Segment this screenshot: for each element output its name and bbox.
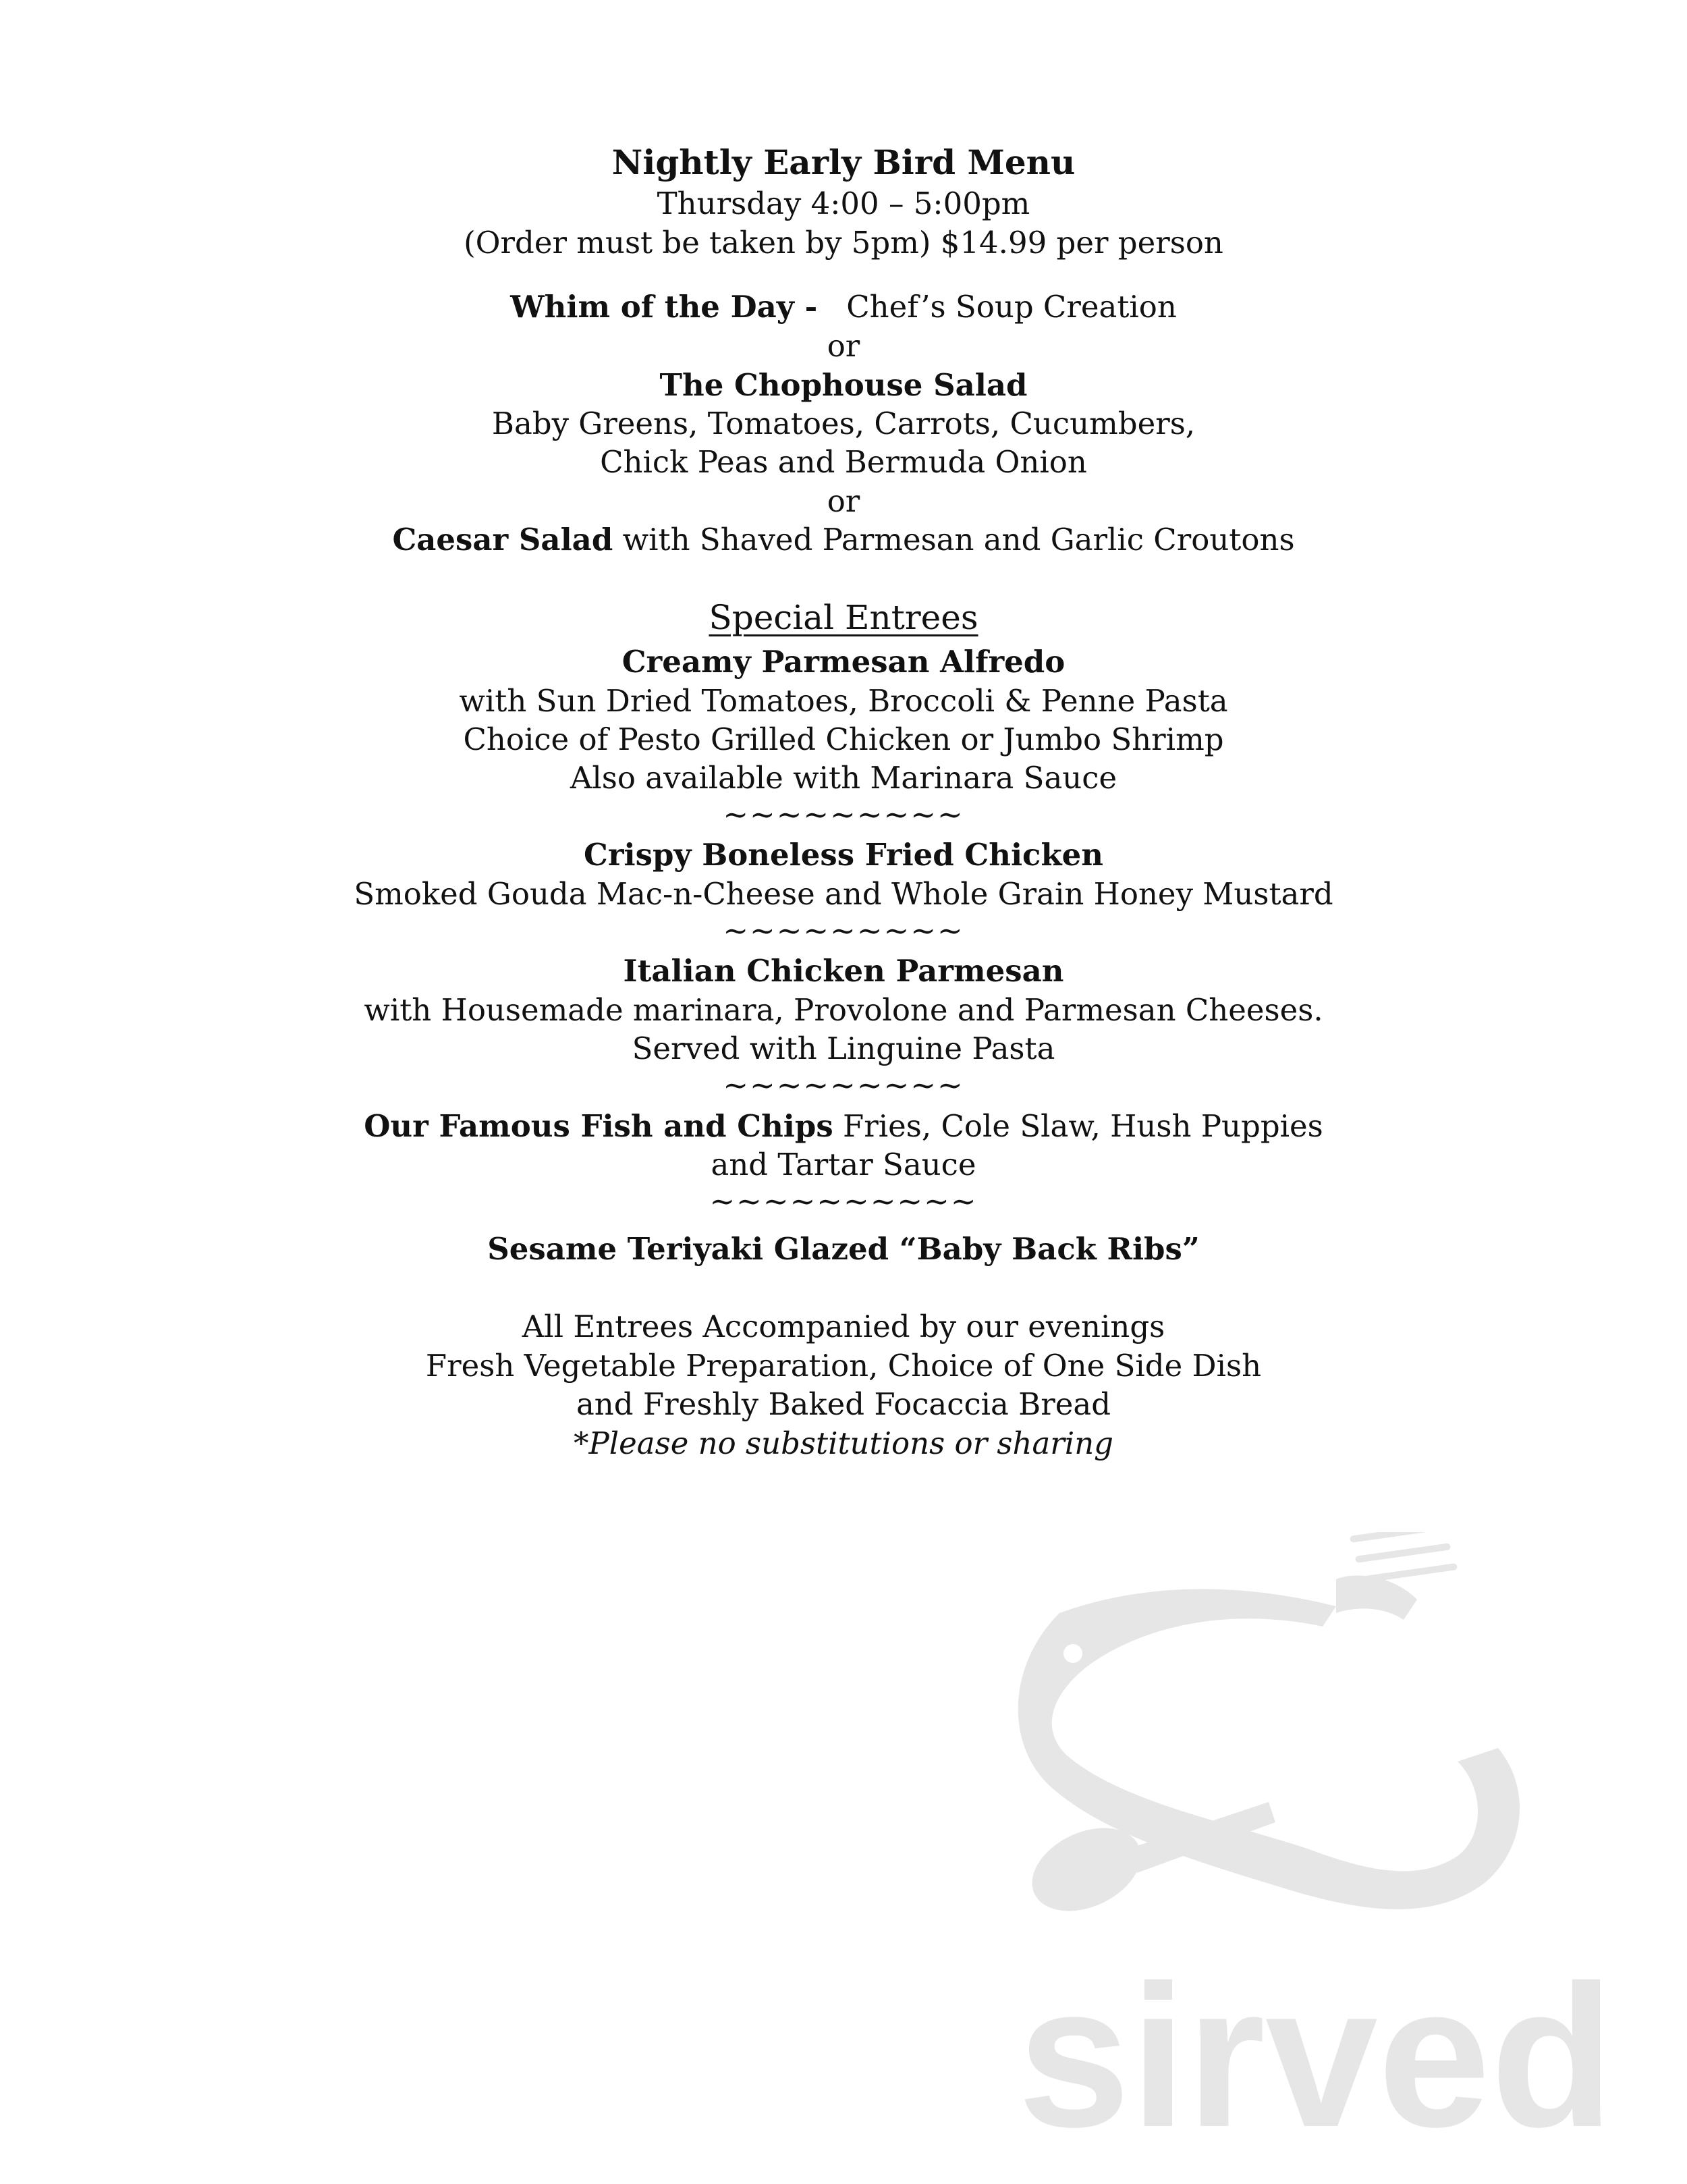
menu-title: Nightly Early Bird Menu — [611, 142, 1076, 182]
fish-and-chips — [0, 1107, 1687, 1146]
fish-and-chips-desc-2: and Tartar Sauce — [711, 1147, 976, 1182]
fish-and-chips-name: Our Famous Fish and Chips — [364, 1108, 833, 1144]
menu-hours: Thursday 4:00 – 5:00pm — [657, 186, 1030, 221]
chicken-parmesan-desc-2: Served with Linguine Pasta — [632, 1031, 1055, 1066]
footer-line-1: All Entrees Accompanied by our evenings — [522, 1309, 1165, 1344]
entrees-heading: Special Entrees — [709, 598, 978, 637]
caesar-salad-name: Caesar Salad — [392, 522, 613, 557]
divider: ~~~~~~~~~~ — [709, 1183, 978, 1219]
divider: ~~~~~~~~~ — [723, 912, 964, 948]
or-separator: or — [827, 328, 860, 364]
divider: ~~~~~~~~~ — [723, 1067, 964, 1103]
watermark-wordmark: sirved — [1018, 1942, 1614, 2139]
alfredo-desc-2: Choice of Pesto Grilled Chicken or Jumbo Shrimp — [463, 721, 1224, 757]
fish-and-chips-desc-1: Fries, Cole Slaw, Hush Puppies — [843, 1108, 1323, 1144]
alfredo-desc-3: Also available with Marinara Sauce — [570, 760, 1117, 796]
alfredo-desc-1: with Sun Dried Tomatoes, Broccoli & Penne Pasta — [459, 683, 1228, 719]
chophouse-salad-name: The Chophouse Salad — [659, 367, 1028, 403]
footer-line-2: Fresh Vegetable Preparation, Choice of One Side Dish — [425, 1348, 1262, 1384]
chicken-parmesan-desc-1: with Housemade marinara, Provolone and Parmesan Cheeses. — [364, 992, 1323, 1028]
divider: ~~~~~~~~~ — [723, 796, 964, 832]
fork-spoon-logo-icon — [985, 1532, 1647, 2139]
chophouse-salad-desc-2: Chick Peas and Bermuda Onion — [600, 444, 1087, 480]
caesar-salad — [0, 520, 1687, 559]
order-note: (Order must be taken by 5pm) $14.99 per person — [464, 225, 1223, 261]
baby-back-ribs-name: Sesame Teriyaki Glazed “Baby Back Ribs” — [487, 1231, 1200, 1267]
fried-chicken-name: Crispy Boneless Fried Chicken — [584, 837, 1103, 873]
or-separator: or — [827, 483, 860, 519]
whim-name: Whim of the Day - — [510, 289, 818, 325]
alfredo-name: Creamy Parmesan Alfredo — [621, 644, 1066, 680]
footer-note: *Please no substitutions or sharing — [573, 1425, 1113, 1461]
whim-of-the-day — [0, 288, 1687, 327]
caesar-salad-desc: with Shaved Parmesan and Garlic Croutons — [622, 522, 1295, 557]
footer-line-3: and Freshly Baked Focaccia Bread — [576, 1386, 1111, 1422]
chicken-parmesan-name: Italian Chicken Parmesan — [623, 953, 1064, 989]
whim-desc: Chef’s Soup Creation — [846, 289, 1177, 325]
chophouse-salad-desc-1: Baby Greens, Tomatoes, Carrots, Cucumbers, — [491, 406, 1196, 441]
sirved-watermark — [985, 1532, 1647, 2139]
fried-chicken-desc: Smoked Gouda Mac-n-Cheese and Whole Grain Honey Mustard — [354, 876, 1333, 912]
